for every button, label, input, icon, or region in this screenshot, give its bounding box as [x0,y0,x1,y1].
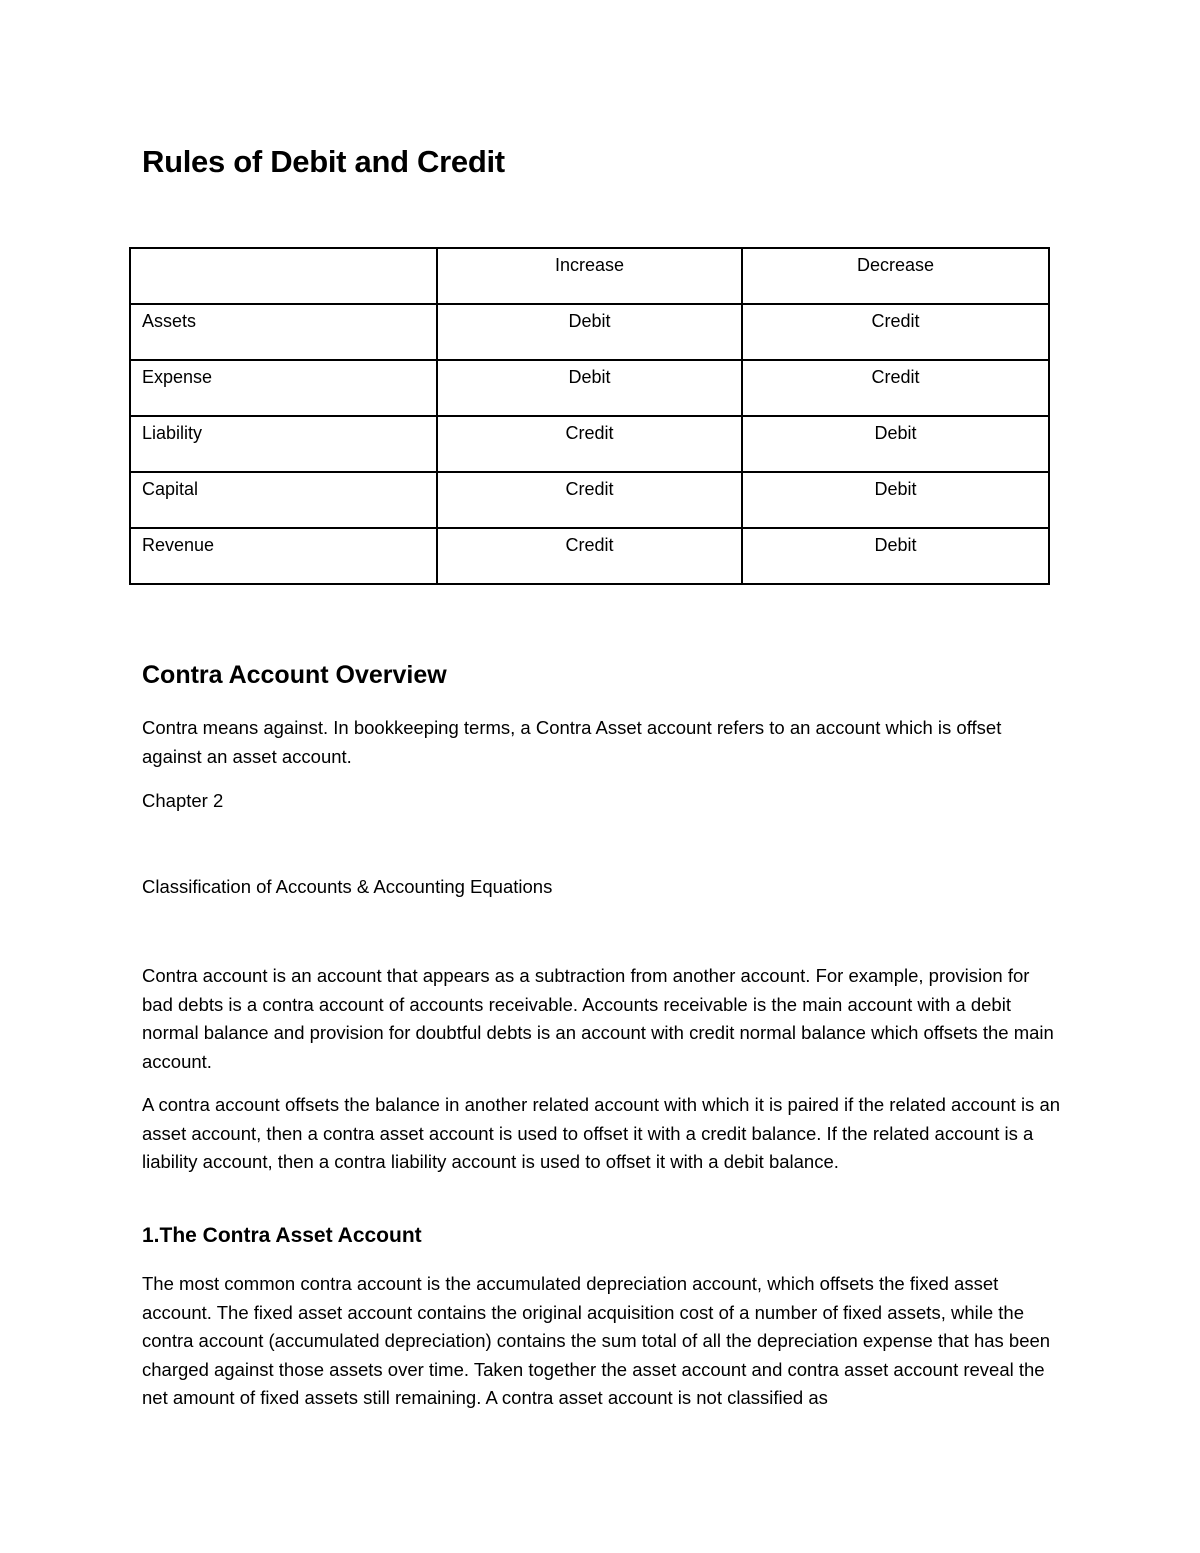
table-cell-increase: Credit [437,416,742,472]
table-header-row [130,248,1049,304]
table-row [130,528,1049,584]
table-row [130,304,1049,360]
table-cell-decrease: Credit [742,304,1049,360]
table-cell-increase: Debit [437,360,742,416]
contra-definition-paragraph: Contra account is an account that appears as a subtraction from another account. For example, provision for bad debts is a contra account of accounts receivable. Accounts receivable is the main account with a debit normal balance and provision for doubtful debts is an account with credit normal balance which offsets the main account. [142,965,1054,1072]
contra-account-heading: Contra Account Overview [142,661,447,689]
table-row [130,360,1049,416]
table-cell-decrease: Credit [742,360,1049,416]
table-cell-account: Expense [130,360,437,416]
table-cell-account: Assets [130,304,437,360]
table-header-cell [130,248,437,304]
table-row [130,472,1049,528]
table-cell-increase: Credit [437,528,742,584]
contra-asset-paragraph: The most common contra account is the accumulated depreciation account, which offsets the fixed asset account. The fixed asset account contains the original acquisition cost of a number of fixed assets, while the contra account (accumulated depreciation) contains the sum total of all the depreciation expense that has been charged against those assets over time. Taken together the asset account and contra asset account reveal the net amount of fixed assets still remaining. A contra asset account is not classified as [142,1273,1051,1408]
table-cell-decrease: Debit [742,472,1049,528]
contra-asset-subheading: 1.The Contra Asset Account [142,1224,422,1247]
table-cell-account: Revenue [130,528,437,584]
table-row [130,416,1049,472]
table-cell-account: Liability [130,416,437,472]
chapter-title: Classification of Accounts & Accounting Equations [142,876,553,897]
contra-offset-paragraph: A contra account offsets the balance in another related account with which it is paired if the related account is an asset account, then a contra asset account is used to offset it with a credit balance. If the related account is a liability account, then a contra liability account is used to offset it with a debit balance. [142,1094,1061,1172]
table-cell-increase: Debit [437,304,742,360]
page-title: Rules of Debit and Credit [142,144,505,179]
table-cell-account: Capital [130,472,437,528]
chapter-label: Chapter 2 [142,790,224,811]
table-cell-decrease: Debit [742,528,1049,584]
table-cell-decrease: Debit [742,416,1049,472]
table-cell-increase: Credit [437,472,742,528]
table-header-cell: Decrease [742,248,1049,304]
table-header-cell: Increase [437,248,742,304]
contra-intro-paragraph: Contra means against. In bookkeeping terms, a Contra Asset account refers to an account which is offset against an asset account. [142,717,1002,767]
debit-credit-rules-table [129,247,1050,585]
